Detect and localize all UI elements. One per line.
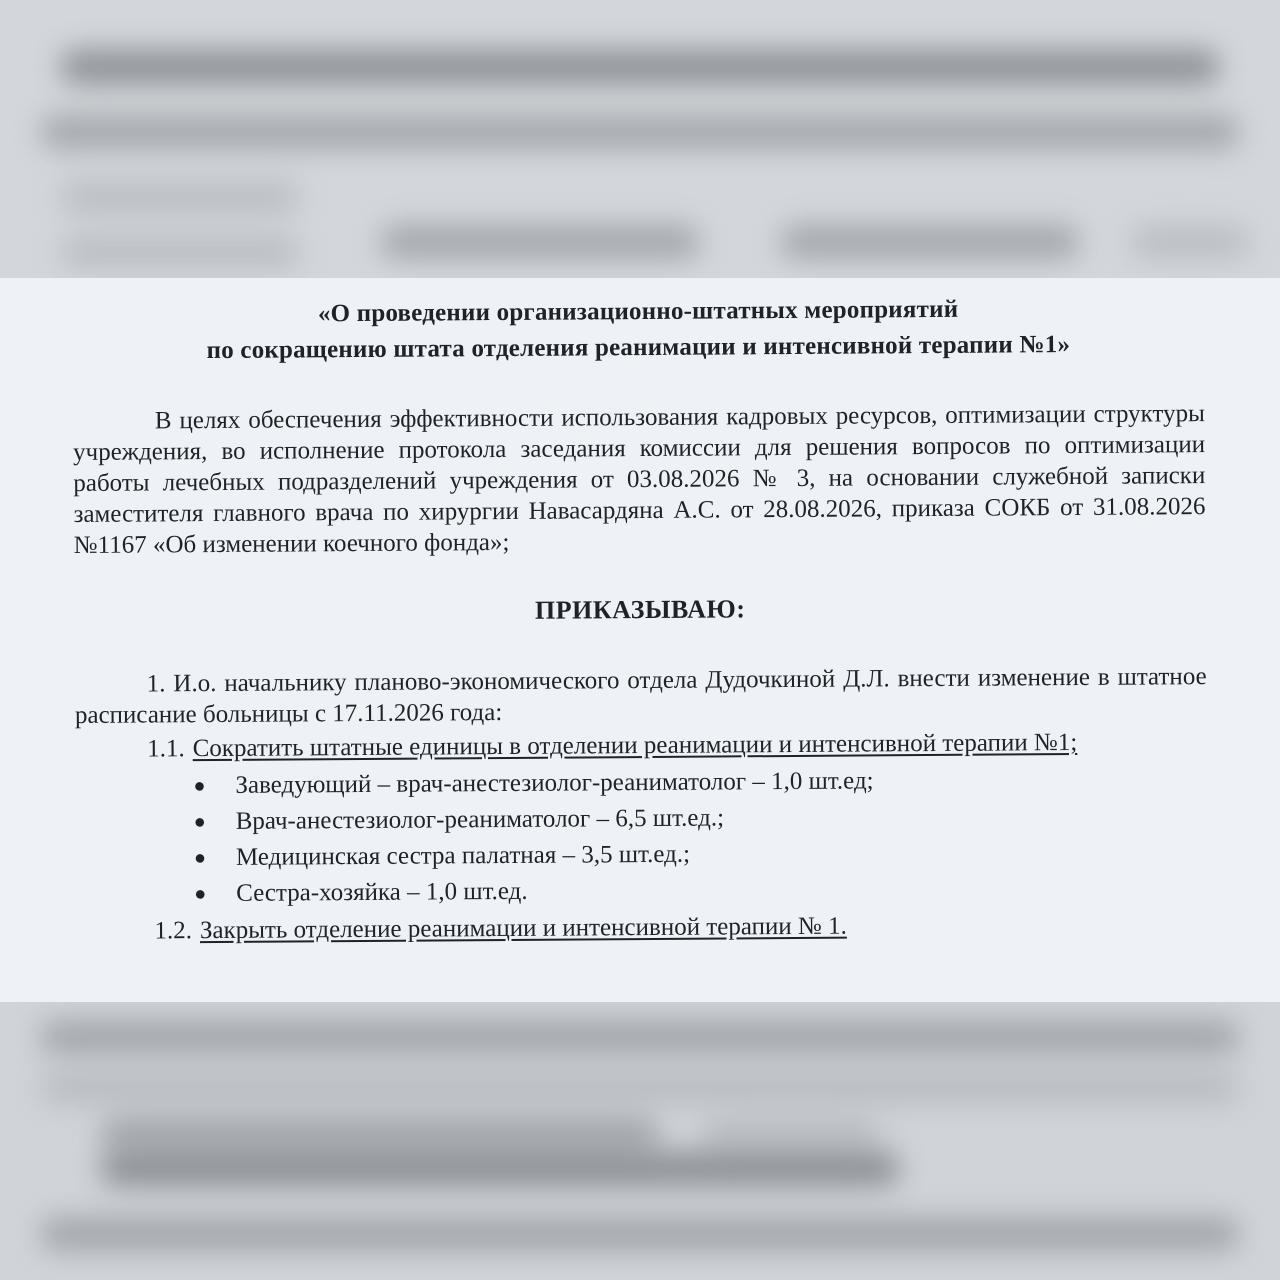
list-item-text: Медицинская сестра палатная – 3,5 шт.ед.; xyxy=(235,840,691,871)
subpoint-1-2-text: Закрыть отделение реанимации и интенсивной терапии № 1. xyxy=(199,912,847,945)
blurred-text-line xyxy=(380,225,700,259)
blurred-text-line xyxy=(1130,225,1250,259)
blurred-bottom-region xyxy=(0,1002,1280,1280)
bullet-icon: ● xyxy=(193,847,207,870)
blurred-text-line xyxy=(780,225,1080,259)
blurred-text-line xyxy=(40,1217,1240,1251)
subpoint-1-1-number: 1.1. xyxy=(147,735,185,763)
blurred-text-line xyxy=(700,1117,880,1151)
list-item-text: Заведующий – врач-анестезиолог-реаниматолог – 1,0 шт.ед; xyxy=(235,767,874,799)
bullet-icon: ● xyxy=(194,883,207,906)
blurred-text-line xyxy=(60,180,300,214)
blurred-text-line xyxy=(60,50,1220,84)
preamble-paragraph: В целях обеспечения эффективности использования кадровых ресурсов, оптимизации структуры учреждения, во исполнение протокола заседания комиссии для решения вопросов по оптимизации работы лечебных подразделений учреждения от 03.08.2026 № 3, на основании служебной записки заместителя главного врача по хирургии Навасардяна А.С. от 28.08.2026, приказа СОКБ от 31.08.2026 №1167 «Об изменении коечного фонда»; xyxy=(72,400,1206,559)
bullet-icon: ● xyxy=(193,811,206,834)
blurred-text-line xyxy=(100,1117,660,1151)
list-item-text: Сестра-хозяйка – 1,0 шт.ед. xyxy=(236,877,528,907)
document-title-line-2: по сокращению штата отделения реанимации и интенсивной терапии №1» xyxy=(206,331,1071,365)
document-body xyxy=(72,290,1209,949)
blurred-top-region xyxy=(0,0,1280,278)
list-item-text: Врач-анестезиолог-реаниматолог – 6,5 шт.ед.; xyxy=(235,804,725,835)
document-title xyxy=(72,290,1204,370)
staff-reduction-list xyxy=(75,761,1208,913)
blurred-text-line xyxy=(40,1070,1240,1104)
document-title-line-1: «О проведении организационно-штатных мероприятий xyxy=(317,295,959,328)
subpoint-1-1 xyxy=(147,725,1207,766)
order-point-1: 1. И.о. начальнику планово-экономического отдела Дудочкиной Д.Л. внести изменение в штатное расписание больницы с 17.11.2026 года: xyxy=(74,663,1207,729)
blurred-text-line xyxy=(40,115,1240,149)
blurred-text-line xyxy=(40,1020,1240,1054)
blurred-text-line xyxy=(100,1152,900,1186)
subpoint-1-1-text: Сократить штатные единицы в отделении реанимации и интенсивной терапии №1; xyxy=(192,728,1078,763)
order-heading: ПРИКАЗЫВАЮ: xyxy=(534,594,746,625)
blurred-text-line xyxy=(60,235,300,269)
bullet-icon: ● xyxy=(193,775,206,798)
list-item xyxy=(194,869,1208,912)
document-page xyxy=(0,278,1280,1002)
subpoint-1-2 xyxy=(154,907,1208,948)
subpoint-1-2-number: 1.2. xyxy=(154,917,193,945)
